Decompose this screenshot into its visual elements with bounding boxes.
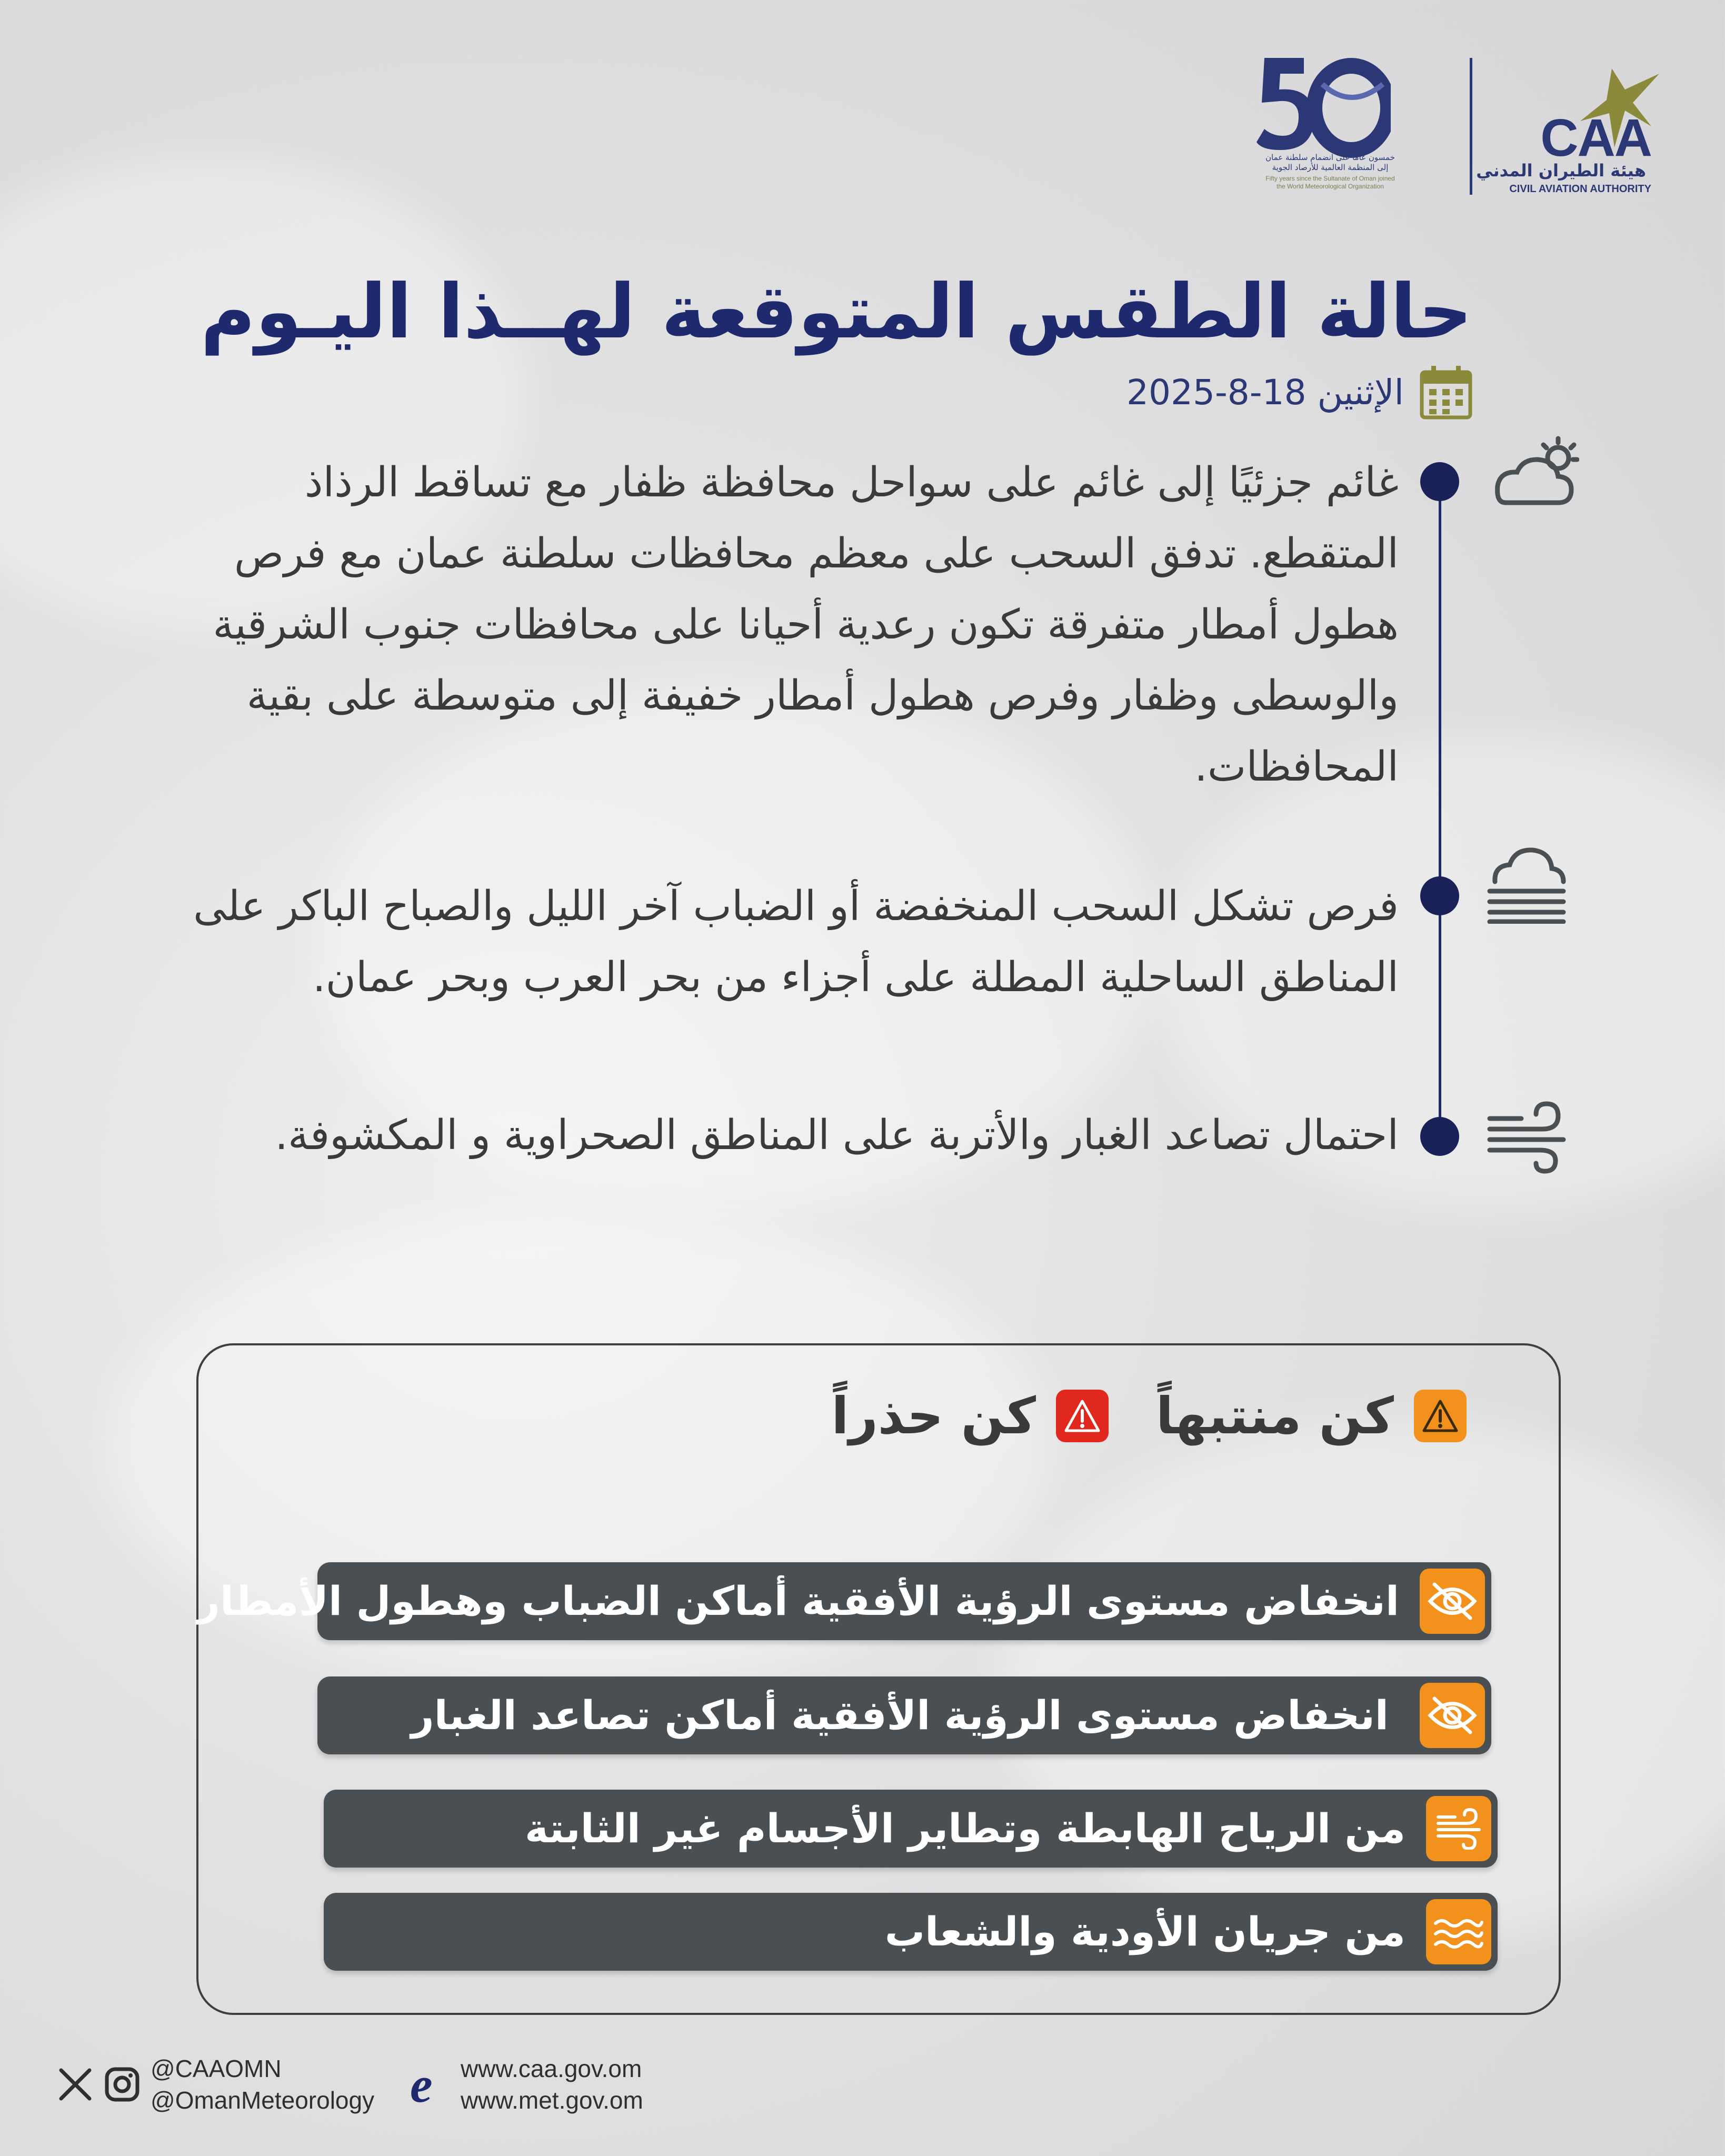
low-visibility-icon — [1420, 1683, 1485, 1748]
forecast-text: احتمال تصاعد الغبار والأتربة على المناطق الصحراوية و المكشوفة. — [275, 1112, 1399, 1159]
x-icon[interactable] — [57, 2066, 94, 2103]
alert-row — [317, 1676, 1491, 1754]
timeline-dot — [1420, 1117, 1459, 1156]
anniversary-text-arabic: خمسون عاما على انضمام سلطنة عمان إلى المنظمة العالمية للأرصاد الجوية — [1265, 153, 1395, 172]
websites — [461, 2053, 643, 2116]
web-e-icon — [408, 2061, 450, 2108]
legend-warning-label: كن حذراً — [831, 1386, 1036, 1445]
header-logos — [1254, 53, 1675, 200]
warning-triangle-icon — [1056, 1390, 1109, 1442]
anniversary-50-logo — [1254, 53, 1391, 158]
caa-letters: CAA — [1540, 108, 1651, 167]
anniversary-text-english: Fifty years since the Sultanate of Oman joined the World Meteorological Organization — [1265, 175, 1395, 190]
calendar-icon — [1420, 365, 1472, 420]
date-row — [1126, 363, 1472, 421]
footer-social — [57, 2053, 374, 2116]
alert-row — [324, 1790, 1498, 1868]
low-visibility-icon — [1420, 1569, 1485, 1634]
website-met-link[interactable]: www.met.gov.om — [461, 2087, 643, 2114]
timeline-dot — [1420, 462, 1459, 501]
forecast-text: فرص تشكل السحب المنخفضة أو الضباب آخر الليل والصباح الباكر على المناطق الساحلية المطلة على أجزاء من بحر العرب وبحر عمان. — [193, 883, 1399, 1001]
caa-name-english: CIVIL AVIATION AUTHORITY — [1509, 183, 1651, 195]
wind-dust-icon — [1484, 1097, 1569, 1176]
social-handle-met[interactable]: @OmanMeteorology — [151, 2087, 375, 2114]
alert-row — [324, 1893, 1498, 1971]
legend-alert — [1156, 1386, 1467, 1445]
logo-divider — [1470, 58, 1472, 195]
footer-web — [408, 2053, 643, 2116]
legend-alert-label: كن منتبهاً — [1155, 1386, 1394, 1445]
social-handle-caa[interactable]: @CAAOMN — [151, 2055, 282, 2082]
wind-icon — [1426, 1796, 1491, 1861]
legend-warning — [832, 1386, 1109, 1445]
alert-text: انخفاض مستوى الرؤية الأفقية أماكن الضباب وهطول الأمطار — [197, 1578, 1399, 1624]
svg-text:e: e — [410, 2061, 433, 2108]
alert-text: انخفاض مستوى الرؤية الأفقية أماكن تصاعد الغبار — [411, 1692, 1389, 1739]
page-title: حالة الطقس المتوقعة لهــذا اليـوم — [201, 268, 1472, 355]
warning-triangle-icon — [1414, 1390, 1467, 1442]
alert-row — [197, 1562, 1491, 1640]
social-handles — [151, 2053, 374, 2116]
partly-cloudy-icon — [1484, 434, 1579, 511]
timeline-dot — [1420, 876, 1459, 915]
instagram-icon[interactable] — [104, 2067, 140, 2102]
timeline-line — [1439, 479, 1441, 1137]
alert-text: من جريان الأودية والشعاب — [884, 1908, 1405, 1955]
caa-name-arabic: هيئة الطيران المدني — [1476, 161, 1646, 181]
water-flow-icon — [1426, 1899, 1491, 1964]
fog-icon — [1484, 845, 1569, 924]
date-text: الإثنين 18-8-2025 — [1126, 372, 1404, 413]
website-caa-link[interactable]: www.caa.gov.om — [461, 2055, 642, 2082]
alert-text: من الرياح الهابطة وتطاير الأجسام غير الثابتة — [524, 1805, 1405, 1852]
forecast-text: غائم جزئيًا إلى غائم على سواحل محافظة ظفار مع تساقط الرذاذ المتقطع. تدفق السحب على معظم محافظات سلطنة عمان مع فرص هطول أمطار متفرقة تكون رعدية أحيانا على محافظات جنوب الشرقية والوسطى وظفار وفرص هطول أمطار خفيفة إلى متوسطة على بقية المحافظات. — [213, 459, 1399, 791]
